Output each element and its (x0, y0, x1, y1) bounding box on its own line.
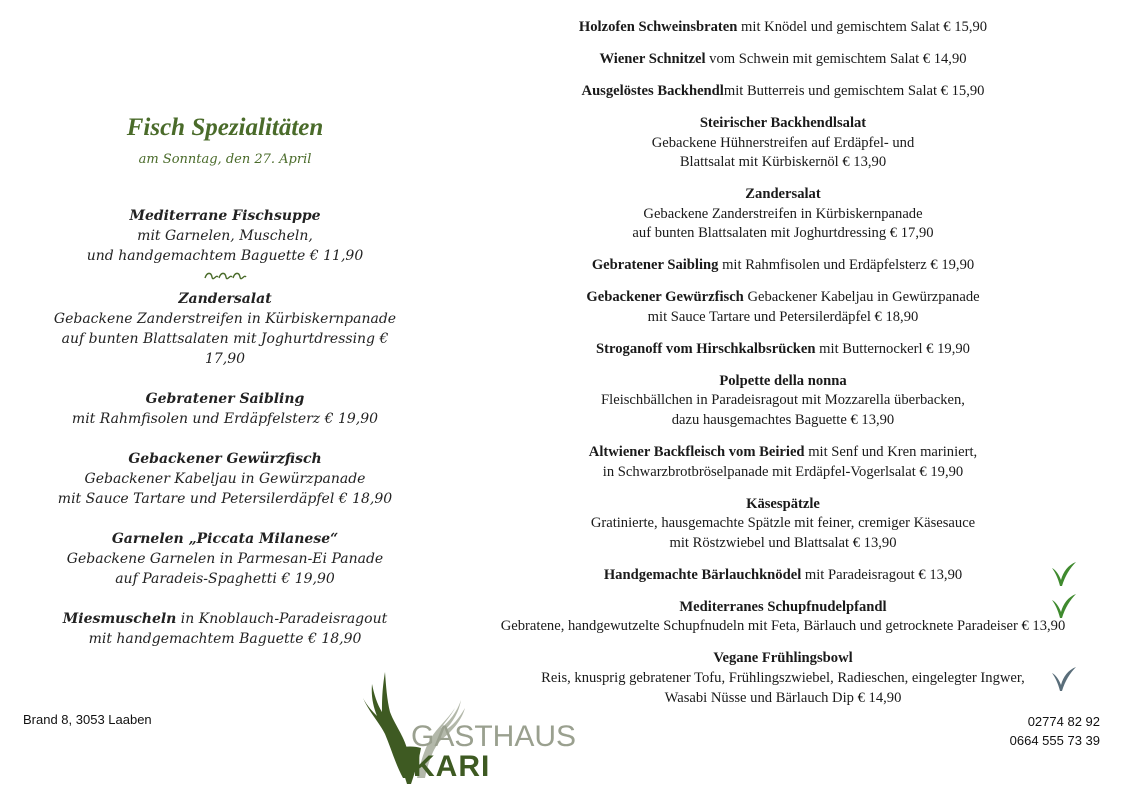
restaurant-address: Brand 8, 3053 Laaben (23, 712, 152, 727)
menu-item-description: mit Garnelen, Muscheln, (137, 228, 313, 244)
menu-item-description: mit Sauce Tartare und Petersilerdäpfel € 18,90 (57, 491, 393, 507)
menu-item-name: Gebackener Gewürzfisch (586, 289, 744, 306)
menu-item (445, 566, 1121, 586)
menu-item-name: Wiener Schnitzel (599, 50, 706, 67)
menu-item (445, 340, 1121, 360)
menu-item (45, 289, 405, 369)
menu-item (445, 288, 1121, 327)
fish-specials-title: Fisch Spezialitäten (126, 114, 324, 141)
fish-specials-column (45, 112, 405, 669)
menu-item (45, 206, 405, 266)
menu-item-name: Gebackener Gewürzfisch (128, 451, 322, 467)
menu-item-inline-description: mit Butterreis und gemischtem Salat € 15,90 (723, 82, 985, 99)
menu-item (445, 598, 1121, 637)
menu-item-description: und handgemachtem Baguette € 11,90 (86, 248, 364, 264)
menu-item-inline-description: mit Butternockerl € 19,90 (815, 340, 970, 357)
vegetarian-leaf-icon (1051, 560, 1077, 588)
menu-item (45, 449, 405, 509)
menu-item (45, 529, 405, 589)
menu-item-name: Polpette della nonna (719, 372, 847, 389)
menu-item-inline-description: Gebackener Kabeljau in Gewürzpanade (743, 289, 980, 306)
menu-item (445, 443, 1121, 482)
menu-item-description: Gebackene Hühnerstreifen auf Erdäpfel- und (651, 134, 915, 151)
menu-item-name: Zandersalat (745, 186, 821, 203)
menu-item (45, 389, 405, 429)
fish-specials-list (45, 206, 405, 649)
menu-item-inline-description: mit Knödel und gemischtem Salat € 15,90 (737, 19, 988, 35)
menu-item-name: Zandersalat (178, 291, 272, 307)
menu-item-name: Miesmuscheln (62, 611, 177, 627)
menu-item (445, 82, 1121, 102)
menu-item-description: mit Sauce Tartare und Petersilerdäpfel € 18,90 (647, 308, 919, 325)
logo-text-gasthaus: GASTHAUS (411, 720, 577, 753)
menu-item-inline-description: mit Senf und Kren mariniert, (804, 444, 978, 461)
menu-item-description: Wasabi Nüsse und Bärlauch Dip € 14,90 (664, 689, 902, 706)
menu-item-description: Gebackene Zanderstreifen in Kürbiskernpanade (53, 311, 397, 327)
logo-text-kari: KARI (413, 750, 491, 783)
main-menu-column (445, 18, 1121, 721)
menu-item-description: auf bunten Blattsalaten mit Joghurtdressing € 17,90 (61, 331, 389, 367)
menu-item-name: Mediterranes Schupfnudelpfandl (679, 598, 887, 615)
menu-item-name: Gebratener Saibling (145, 391, 305, 407)
menu-item (445, 185, 1121, 244)
menu-item-description: Reis, knusprig gebratener Tofu, Frühlingszwiebel, Radieschen, eingelegter Ingwer, (541, 669, 1025, 686)
menu-item (445, 18, 1121, 38)
ornament-icon (203, 270, 247, 284)
fish-specials-date: am Sonntag, den 27. April (138, 152, 312, 167)
vegetarian-leaf-icon (1051, 592, 1077, 620)
gasthaus-kari-logo (355, 668, 585, 786)
menu-item-name: Ausgelöstes Backhendl (581, 82, 724, 99)
menu-item (445, 114, 1121, 173)
menu-item-name: Steirischer Backhendlsalat (699, 114, 867, 131)
menu-item-name: Gebratener Saibling (591, 257, 719, 274)
menu-item (445, 372, 1121, 431)
contact-phones (1010, 712, 1100, 750)
menu-item-inline-description: vom Schwein mit gemischtem Salat € 14,90 (705, 50, 967, 67)
menu-item-description: Gratinierte, hausgemachte Spätzle mit feiner, cremiger Käsesauce (590, 515, 976, 532)
menu-item-description: Fleischbällchen in Paradeisragout mit Mozzarella überbacken, (601, 392, 965, 409)
menu-item-name: Handgemachte Bärlauchknödel (603, 566, 802, 583)
menu-item-description: Gebackene Garnelen in Parmesan-Ei Panade (66, 551, 384, 567)
menu-item (445, 495, 1121, 554)
menu-item-description: mit handgemachtem Baguette € 18,90 (88, 631, 362, 647)
menu-item-description: dazu hausgemachtes Baguette € 13,90 (671, 412, 895, 429)
menu-item (45, 609, 405, 649)
menu-item-description: in Schwarzbrotbröselpanade mit Erdäpfel-Vogerlsalat € 19,90 (602, 463, 964, 480)
menu-item-description: mit Rahmfisolen und Erdäpfelsterz € 19,90 (71, 411, 379, 427)
phone-landline: 02774 82 92 (1027, 714, 1100, 729)
menu-item (445, 50, 1121, 70)
menu-item-description: mit Röstzwiebel und Blattsalat € 13,90 (669, 534, 897, 551)
menu-item (445, 256, 1121, 276)
menu-item-name: Mediterrane Fischsuppe (129, 208, 321, 224)
vegan-leaf-icon (1051, 665, 1077, 693)
ornament-divider (45, 270, 405, 287)
menu-item-name: Holzofen Schweinsbraten (578, 19, 738, 35)
menu-item-description: Gebackener Kabeljau in Gewürzpanade (84, 471, 366, 487)
menu-item-description: auf Paradeis-Spaghetti € 19,90 (115, 571, 335, 587)
menu-item-name: Altwiener Backfleisch vom Beiried (588, 444, 805, 461)
menu-item-description: Gebackene Zanderstreifen in Kürbiskernpanade (643, 205, 923, 222)
phone-mobile: 0664 555 73 39 (1009, 733, 1100, 748)
menu-item-inline-description: mit Rahmfisolen und Erdäpfelsterz € 19,90 (718, 257, 975, 274)
menu-item-inline-description: mit Paradeisragout € 13,90 (801, 566, 963, 583)
menu-item-description: Gebratene, handgewutzelte Schupfnudeln mit Feta, Bärlauch und getrocknete Paradeiser € 13,90 (500, 618, 1066, 635)
menu-item-inline-description: in Knoblauch-Paradeisragout (176, 611, 388, 627)
menu-item-name: Stroganoff vom Hirschkalbsrücken (596, 340, 816, 357)
menu-item-description: Blattsalat mit Kürbiskernöl € 13,90 (679, 154, 887, 171)
menu-item-name: Käsespätzle (746, 495, 820, 512)
menu-item-name: Garnelen „Piccata Milanese“ (111, 531, 339, 547)
menu-item-name: Vegane Frühlingsbowl (713, 650, 853, 667)
menu-item-description: auf bunten Blattsalaten mit Joghurtdressing € 17,90 (632, 225, 934, 242)
